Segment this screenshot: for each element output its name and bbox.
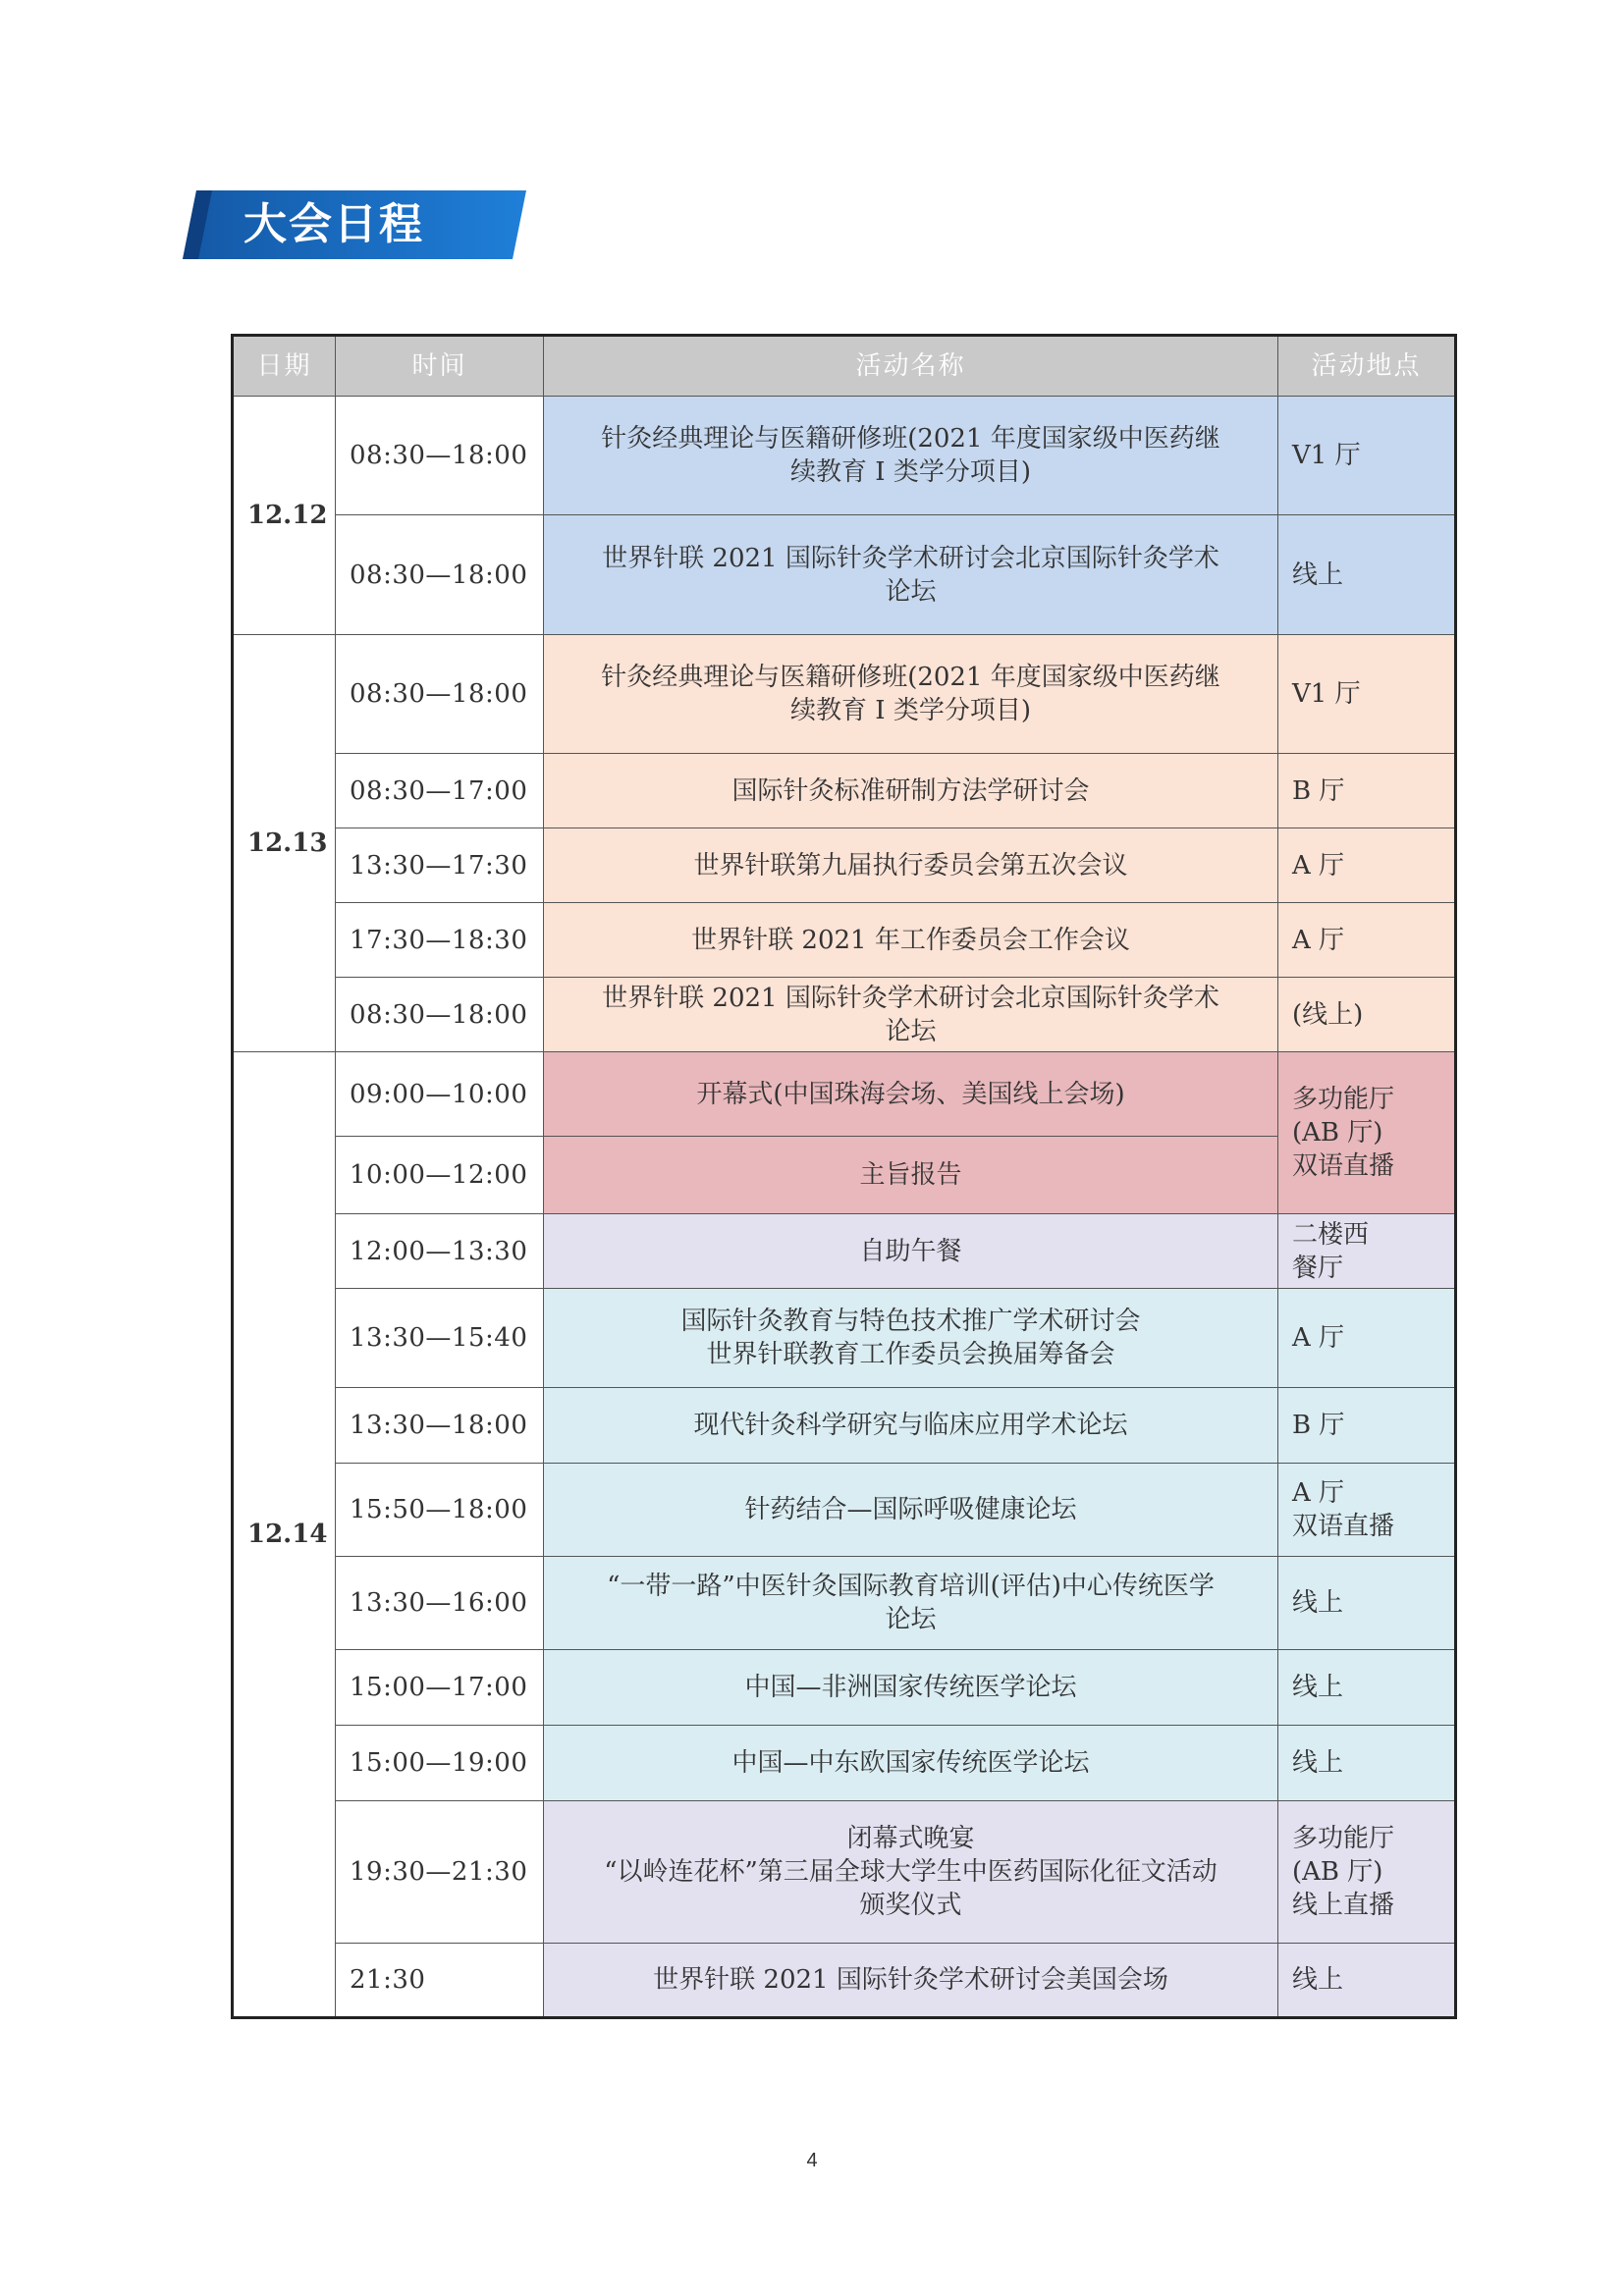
activity-cell <box>544 1944 1278 2018</box>
venue-cell <box>1278 1052 1456 1214</box>
table-row <box>233 1464 1456 1557</box>
table-row <box>233 903 1456 978</box>
table-row <box>233 1137 1456 1214</box>
activity-cell <box>544 515 1278 635</box>
time-cell: 09:00—10:00 <box>336 1052 544 1137</box>
time-cell: 13:30—17:30 <box>336 828 544 903</box>
activity-line: “以岭连花杯”第三届全球大学生中医药国际化征文活动 <box>604 1857 1218 1887</box>
time-cell: 13:30—16:00 <box>336 1557 544 1650</box>
venue-cell <box>1278 515 1456 635</box>
activity-line: 颁奖仪式 <box>859 1891 962 1920</box>
venue-cell <box>1278 1650 1456 1726</box>
time-cell: 21:30 <box>336 1944 544 2018</box>
activity-line: 针灸经典理论与医籍研修班(2021 年度国家级中医药继 <box>601 424 1220 454</box>
venue-line: (AB 厅) <box>1292 1118 1383 1148</box>
activity-line: 国际针灸标准研制方法学研讨会 <box>731 775 1090 806</box>
time-cell: 08:30—18:00 <box>336 978 544 1052</box>
time-cell: 17:30—18:30 <box>336 903 544 978</box>
page-number: 4 <box>806 2150 818 2171</box>
activity-line: 中国—中东欧国家传统医学论坛 <box>731 1748 1090 1778</box>
section-title-banner <box>183 190 526 259</box>
activity-line: 世界针联 2021 国际针灸学术研讨会北京国际针灸学术 <box>602 543 1219 573</box>
activity-line: 世界针联 2021 年工作委员会工作会议 <box>691 925 1130 955</box>
table-row <box>233 1801 1456 1944</box>
header-time: 时间 <box>336 336 544 397</box>
schedule-table <box>231 334 1457 2019</box>
date-cell: 12.13 <box>233 635 336 1052</box>
venue-line: V1 厅 <box>1292 441 1361 470</box>
table-row <box>233 515 1456 635</box>
activity-line: 论坛 <box>885 1605 937 1634</box>
venue-line: B 厅 <box>1292 775 1345 806</box>
activity-cell <box>544 1726 1278 1801</box>
venue-cell <box>1278 1289 1456 1388</box>
venue-line: 双语直播 <box>1292 1512 1395 1541</box>
table-header-row <box>233 336 1456 397</box>
venue-line: 多功能厅 <box>1292 1824 1395 1853</box>
activity-cell <box>544 1289 1278 1388</box>
activity-line: 世界针联 2021 国际针灸学术研讨会北京国际针灸学术 <box>602 983 1219 1013</box>
activity-cell <box>544 1388 1278 1464</box>
page-title: 大会日程 <box>244 199 424 249</box>
venue-cell <box>1278 828 1456 903</box>
time-cell: 08:30—18:00 <box>336 397 544 515</box>
venue-cell <box>1278 1214 1456 1289</box>
time-cell: 15:50—18:00 <box>336 1464 544 1557</box>
venue-line: 二楼西 <box>1292 1219 1370 1250</box>
activity-line: 主旨报告 <box>859 1160 962 1190</box>
header-activity: 活动名称 <box>544 336 1278 397</box>
table-row <box>233 978 1456 1052</box>
venue-line: 线上 <box>1292 1965 1344 1995</box>
activity-cell <box>544 1214 1278 1289</box>
venue-line: 线上直播 <box>1292 1891 1395 1920</box>
time-cell: 12:00—13:30 <box>336 1214 544 1289</box>
activity-cell <box>544 635 1278 754</box>
venue-line: 双语直播 <box>1292 1151 1395 1181</box>
activity-line: 自助午餐 <box>859 1236 962 1266</box>
venue-line: B 厅 <box>1292 1411 1345 1440</box>
venue-line: A 厅 <box>1292 1478 1345 1508</box>
activity-line: 现代针灸科学研究与临床应用学术论坛 <box>693 1411 1128 1440</box>
time-cell: 13:30—18:00 <box>336 1388 544 1464</box>
activity-cell <box>544 1801 1278 1944</box>
header-venue: 活动地点 <box>1278 336 1456 397</box>
venue-line: 餐厅 <box>1292 1253 1344 1283</box>
time-cell: 08:30—18:00 <box>336 515 544 635</box>
activity-cell <box>544 1137 1278 1214</box>
activity-line: “一带一路”中医针灸国际教育培训(评估)中心传统医学 <box>607 1572 1215 1601</box>
table-row <box>233 1650 1456 1726</box>
activity-line: 论坛 <box>885 576 937 607</box>
table-row <box>233 754 1456 828</box>
activity-line: 世界针联第九届执行委员会第五次会议 <box>693 850 1128 881</box>
time-cell: 13:30—15:40 <box>336 1289 544 1388</box>
venue-cell <box>1278 635 1456 754</box>
venue-line: 线上 <box>1292 1748 1344 1778</box>
activity-cell <box>544 828 1278 903</box>
venue-cell <box>1278 1944 1456 2018</box>
table-row <box>233 635 1456 754</box>
venue-cell <box>1278 397 1456 515</box>
table-row <box>233 1388 1456 1464</box>
venue-cell <box>1278 1464 1456 1557</box>
venue-cell <box>1278 1557 1456 1650</box>
table-row <box>233 1944 1456 2018</box>
activity-cell <box>544 754 1278 828</box>
time-cell: 15:00—17:00 <box>336 1650 544 1726</box>
table-row <box>233 828 1456 903</box>
venue-line: 线上 <box>1292 560 1344 590</box>
time-cell: 08:30—17:00 <box>336 754 544 828</box>
date-cell: 12.14 <box>233 1052 336 2018</box>
venue-line: V1 厅 <box>1292 679 1361 709</box>
venue-line: A 厅 <box>1292 925 1345 955</box>
table-row <box>233 1289 1456 1388</box>
venue-cell <box>1278 903 1456 978</box>
table-row <box>233 1726 1456 1801</box>
activity-line: 中国—非洲国家传统医学论坛 <box>744 1673 1077 1702</box>
venue-cell <box>1278 1726 1456 1801</box>
activity-cell <box>544 397 1278 515</box>
venue-line: 线上 <box>1292 1673 1344 1702</box>
venue-cell <box>1278 754 1456 828</box>
activity-line: 论坛 <box>885 1016 937 1046</box>
venue-line: A 厅 <box>1292 850 1345 881</box>
venue-line: 多功能厅 <box>1292 1085 1395 1114</box>
venue-line: 线上 <box>1292 1588 1344 1618</box>
activity-line: 国际针灸教育与特色技术推广学术研讨会 <box>680 1307 1141 1336</box>
activity-line: 闭幕式晚宴 <box>846 1824 975 1853</box>
time-cell: 10:00—12:00 <box>336 1137 544 1214</box>
venue-line: (AB 厅) <box>1292 1857 1383 1887</box>
activity-cell <box>544 1557 1278 1650</box>
time-cell: 19:30—21:30 <box>336 1801 544 1944</box>
date-cell: 12.12 <box>233 397 336 635</box>
activity-line: 开幕式(中国珠海会场、美国线上会场) <box>696 1079 1125 1109</box>
time-cell: 15:00—19:00 <box>336 1726 544 1801</box>
activity-cell <box>544 978 1278 1052</box>
activity-line: 续教育 I 类学分项目) <box>790 696 1031 725</box>
venue-line: A 厅 <box>1292 1323 1345 1353</box>
activity-line: 针灸经典理论与医籍研修班(2021 年度国家级中医药继 <box>601 663 1220 692</box>
activity-line: 世界针联教育工作委员会换届筹备会 <box>706 1340 1115 1369</box>
activity-line: 世界针联 2021 国际针灸学术研讨会美国会场 <box>653 1965 1168 1995</box>
venue-cell <box>1278 978 1456 1052</box>
table-row <box>233 397 1456 515</box>
header-date: 日期 <box>233 336 336 397</box>
venue-cell <box>1278 1388 1456 1464</box>
venue-cell <box>1278 1801 1456 1944</box>
table-row <box>233 1557 1456 1650</box>
table-row <box>233 1214 1456 1289</box>
activity-cell <box>544 903 1278 978</box>
venue-line: (线上) <box>1292 999 1364 1030</box>
activity-cell <box>544 1052 1278 1137</box>
time-cell: 08:30—18:00 <box>336 635 544 754</box>
table-row <box>233 1052 1456 1137</box>
activity-cell <box>544 1464 1278 1557</box>
activity-line: 续教育 I 类学分项目) <box>790 457 1031 487</box>
activity-line: 针药结合—国际呼吸健康论坛 <box>744 1495 1077 1524</box>
activity-cell <box>544 1650 1278 1726</box>
